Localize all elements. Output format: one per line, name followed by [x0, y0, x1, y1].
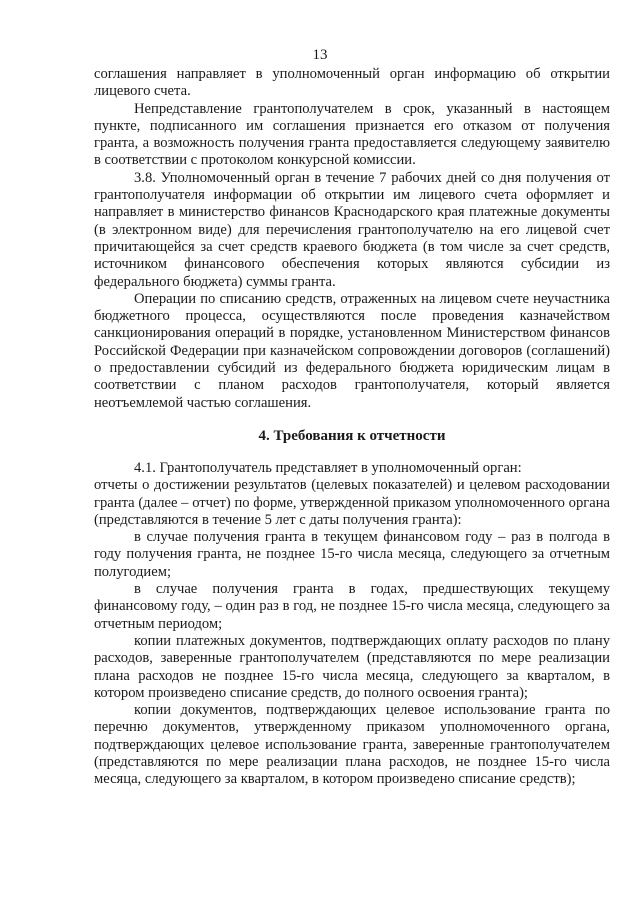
paragraph-previous-years: в случае получения гранта в годах, предшествующих текущему финансовому году, – один раз в год, не позднее 15-го числа месяца, следующего за отчетным периодом; [94, 581, 610, 632]
paragraph-4-1: 4.1. Грантополучатель представляет в уполномоченный орган: [134, 459, 522, 476]
page-number: 13 [312, 47, 328, 63]
document-body [94, 66, 610, 789]
paragraph-operations: Операции по списанию средств, отраженных на лицевом счете неучастника бюджетного процесса, осуществляются после проведения казначейством санкционирования операций в порядке, установленном Министерством финансов Российской Федерации при казначейском сопровождении договоров (соглашений) о предоставлении субсидий из федерального бюджета юридическим лицам в соответствии с планом расходов грантополучателя, который является неотъемлемой частью соглашения. [94, 290, 610, 411]
paragraph-payment-copies: копии платежных документов, подтверждающих оплату расходов по плану расходов, заверенные грантополучателем (представляются по мере реализации плана расходов не позднее 15-го числа месяца, следующего за кварталом, в котором произведено списание средств, до полного освоения гранта); [94, 632, 610, 701]
paragraph-reports: отчеты о достижении результатов (целевых показателей) и целевом расходовании гранта (далее – отчет) по форме, утвержденной приказом уполномоченного органа (представляются в течение 5 лет с даты получения гранта): [94, 477, 610, 528]
section-heading: 4. Требования к отчетности [258, 427, 446, 444]
paragraph-account-info: соглашения направляет в уполномоченный орган информацию об открытии лицевого счета. [94, 66, 610, 100]
paragraph-current-year: в случае получения гранта в текущем финансовом году – раз в полгода в году получения гранта, не позднее 15-го числа месяца, следующего за отчетным полугодием; [94, 529, 610, 580]
paragraph-3-8: 3.8. Уполномоченный орган в течение 7 рабочих дней со дня получения от грантополучателя информации об открытии им лицевого счета оформляет и направляет в министерство финансов Краснодарского края платежные документы (в электронном виде) для перечисления грантополучателю на его лицевой счет причитающейся за счет средств краевого бюджета (в том числе за счет средств, источником финансового обеспечения которых являются субсидии из федерального бюджета) суммы гранта. [94, 169, 610, 290]
paragraph-document-copies: копии документов, подтверждающих целевое использование гранта по перечню документов, утвержденному приказом уполномоченного органа, подтверждающих целевое использование гранта, заверенные грантополучателем (представляются по мере реализации плана расходов, не позднее 15-го числа месяца, следующего за кварталом, в котором произведено списание средств); [94, 702, 610, 788]
paragraph-non-submission: Непредставление грантополучателем в срок, указанный в настоящем пункте, подписанного им соглашения признается его отказом от получения гранта, а возможность получения гранта предоставляется следующему заявителю в соответствии с протоколом конкурсной комиссии. [94, 100, 610, 169]
